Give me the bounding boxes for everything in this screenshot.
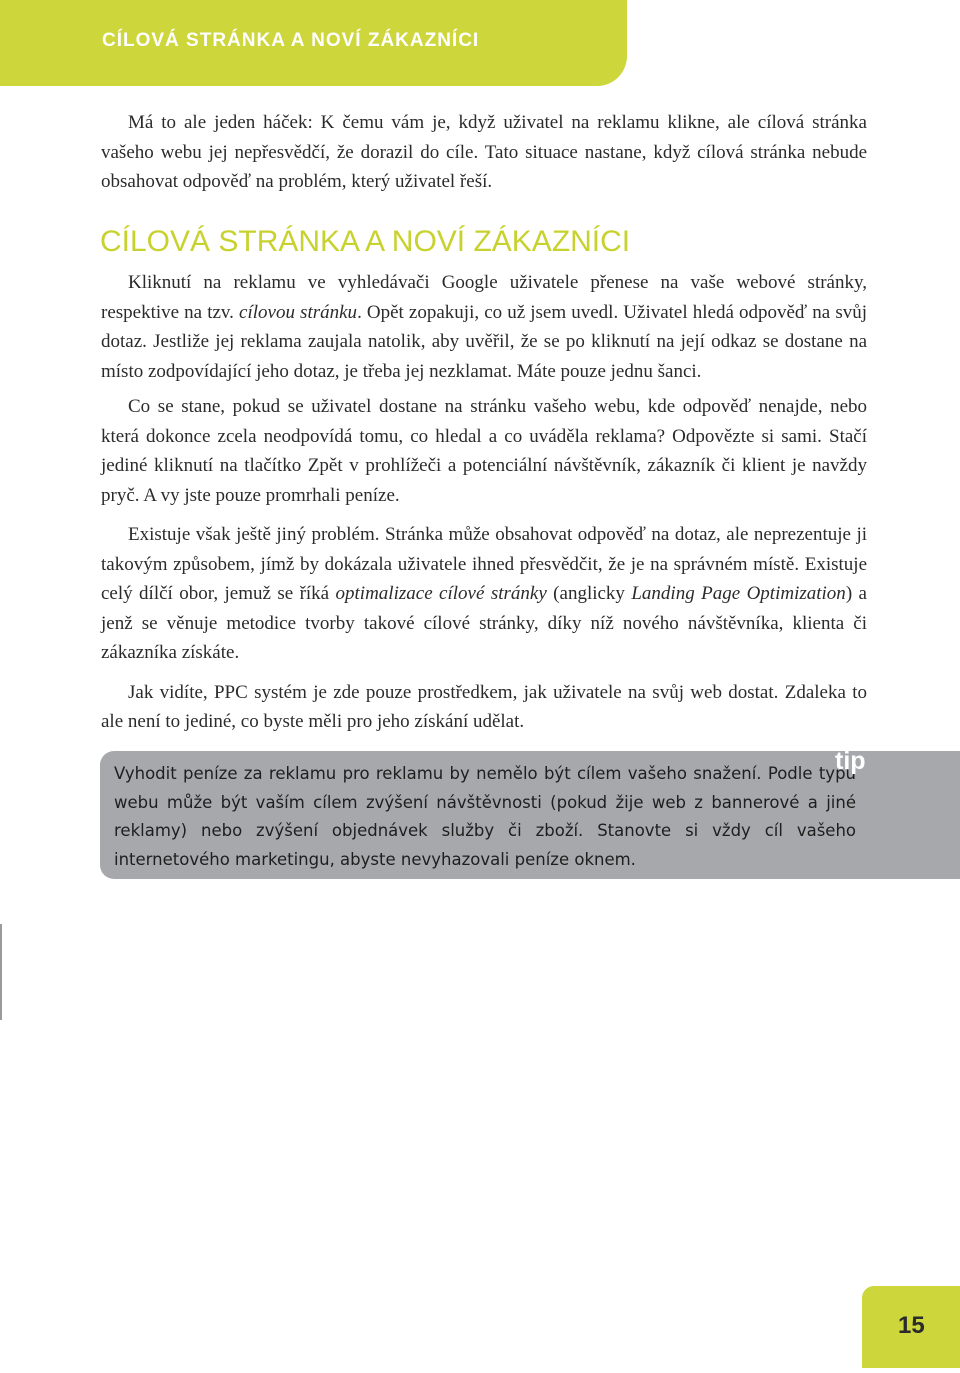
main-content bbox=[101, 108, 867, 737]
chapter-header-bar bbox=[0, 0, 627, 86]
section-paragraph-3: Existuje však ještě jiný problém. Stránka může obsahovat odpověď na dotaz, ale neprezentuje ji takovým způsobem, jímž by dokázala uživatele ihned přesvědčit, že je na správném místě. Existuje celý dílčí obor, jemuž se říká optimalizace cílové stránky (anglicky Landing Page Optimization) a jenž se věnuje metodice tvorby takové cílové stránky, díky níž nového návštěvníka, klienta či zákazníka získáte. bbox=[101, 524, 867, 663]
page-number: 15 bbox=[898, 1312, 925, 1339]
term-landing-page-optimization: Landing Page Optimization bbox=[631, 583, 846, 604]
section-paragraph-4: Jak vidíte, PPC systém je zde pouze prostředkem, jak uživatele na svůj web dostat. Zdaleka to ale není to jediné, co byste měli pro jeho získání udělat. bbox=[101, 681, 867, 732]
page-number-box bbox=[862, 1286, 960, 1368]
section-paragraph-1: Kliknutí na reklamu ve vyhledávači Google uživatele přenese na vaše webové stránky, respektive na tzv. cílovou stránku. Opět zopakuji, co už jsem uvedl. Uživatel hledá odpověď na svůj dotaz. Jestliže jej reklama zaujala natolik, aby uvěřil, že se po kliknutí na její odkaz se dostane na místo zodpovídající jeho dotaz, je třeba jej nezklamat. Máte pouze jednu šanci. bbox=[101, 272, 867, 382]
margin-mark bbox=[0, 924, 2, 1020]
section-paragraph-2: Co se stane, pokud se uživatel dostane na stránku vašeho webu, kde odpověď nenajde, nebo která dokonce zcela neodpovídá tomu, co hledal a co uváděla reklama? Odpovězte si sami. Stačí jediné kliknutí na tlačítko Zpět v prohlížeči a potenciální návštěvník, zákazník či klient je navždy pryč. A vy jste pouze promrhali peníze. bbox=[101, 396, 867, 506]
tip-label: tip bbox=[835, 747, 866, 775]
tip-text: Vyhodit peníze za reklamu pro reklamu by nemělo být cílem vašeho snažení. Podle typu webu může být vaším cílem zvýšení návštěvnosti (pokud žije web z bannerové a jiné reklamy) nebo zvýšení objednávek služby či zboží. Stanovte si vždy cíl vašeho internetového marketingu, abyste nevyhazovali peníze oknem. bbox=[114, 764, 856, 869]
intro-paragraph: Má to ale jeden háček: K čemu vám je, když uživatel na reklamu klikne, ale cílová stránka vašeho webu jej nepřesvědčí, že dorazil do cíle. Tato situace nastane, když cílová stránka nebude obsahovat odpověď na problém, který uživatel řeší. bbox=[101, 112, 867, 192]
term-cilova-stranka: cílovou stránku bbox=[239, 301, 358, 323]
section-heading: CÍLOVÁ STRÁNKA A NOVÍ ZÁKAZNÍCI bbox=[100, 224, 631, 258]
term-optimalizace: optimalizace cílové stránky bbox=[335, 583, 547, 604]
tip-box bbox=[100, 747, 960, 879]
chapter-header-title: CÍLOVÁ STRÁNKA A NOVÍ ZÁKAZNÍCI bbox=[102, 30, 480, 51]
